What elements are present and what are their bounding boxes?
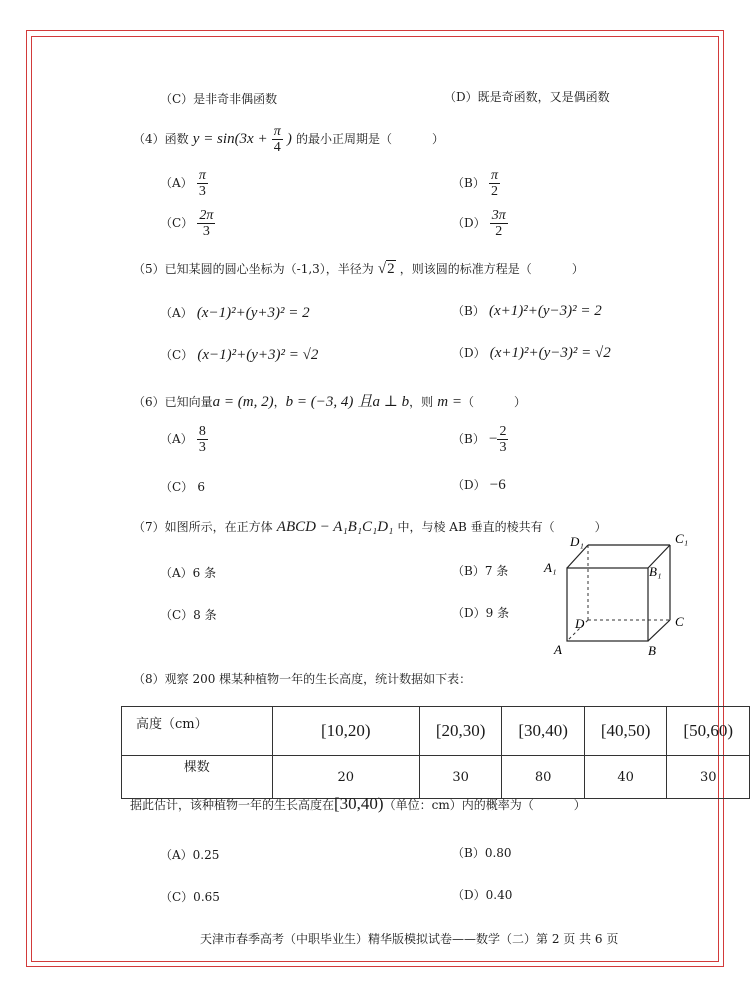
cube-figure xyxy=(540,528,700,660)
table-interval: [50,60) xyxy=(667,707,750,756)
q6-vec-b: b = (−3, 4) xyxy=(285,394,354,410)
q4-func-fraction xyxy=(272,124,283,155)
q7-option-c: （C）8 条 xyxy=(160,608,217,622)
label-a: A xyxy=(554,642,562,657)
table-interval: [30,40) xyxy=(502,707,585,756)
q4-option-c-den: 3 xyxy=(202,224,210,239)
q7-question xyxy=(133,518,607,536)
q7-prefix: （7）如图所示，在正方体 xyxy=(133,520,273,534)
table-cell: 30 xyxy=(419,756,502,799)
q7-option-d: （D）9 条 xyxy=(452,606,510,620)
q6-option-a-num: 8 xyxy=(198,424,206,439)
table-cell: 30 xyxy=(667,756,750,799)
q4-option-b-den: 2 xyxy=(490,184,498,199)
q7-close: ） xyxy=(594,520,607,534)
q6-question xyxy=(133,390,526,411)
q8-question xyxy=(130,794,586,814)
q4-option-d-num: 3π xyxy=(491,208,506,223)
q5-option-a xyxy=(160,304,310,322)
table-interval: [20,30) xyxy=(419,707,502,756)
q5-suffix: ，则该圆的标准方程是（ xyxy=(399,262,532,276)
q6-open: （ xyxy=(461,395,474,409)
q6-option-a xyxy=(160,424,208,455)
q8-option-b: （B）0.80 xyxy=(452,846,512,860)
q5-question xyxy=(133,260,584,278)
table-cell: 80 xyxy=(502,756,585,799)
q6-option-a-label: （A） xyxy=(160,432,193,446)
q6-option-c-value: 6 xyxy=(197,480,205,494)
q4-option-a xyxy=(160,168,208,199)
q4-option-a-den: 3 xyxy=(198,184,206,199)
q6-option-b-num: 2 xyxy=(499,424,507,439)
q8-question-suffix: （单位：cm）内的概率为（ xyxy=(383,798,534,812)
table-cell: 20 xyxy=(272,756,419,799)
q5-option-b-label: （B） xyxy=(452,304,485,318)
q3-option-c: （C）是非奇非偶函数 xyxy=(160,92,278,106)
table-row xyxy=(122,756,750,799)
q4-option-c-label: （C） xyxy=(160,216,194,230)
q6-option-d-value: −6 xyxy=(489,477,506,493)
table-cell: 40 xyxy=(584,756,667,799)
q3-option-d: （D）既是奇函数，又是偶函数 xyxy=(444,90,610,104)
q7-cube-name: ABCD − A₁B₁C₁D₁ xyxy=(276,519,394,535)
page-border-inner xyxy=(31,36,719,962)
q4-func-right: ) xyxy=(286,131,292,147)
q4-option-c-num: 2π xyxy=(199,208,214,223)
q8-question-interval: [30,40) xyxy=(334,794,384,813)
q6-option-b xyxy=(452,424,508,455)
q8-close: ） xyxy=(573,798,586,812)
page-footer: 天津市春季高考（中职毕业生）精华版模拟试卷——数学（二）第 2 页 共 6 页 xyxy=(200,932,619,946)
label-d: D xyxy=(575,616,585,631)
q4-option-d xyxy=(452,208,508,239)
q6-m-eq: m = xyxy=(437,394,462,410)
q4-option-c xyxy=(160,208,215,239)
q5-option-b-expr: (x+1)²+(y−3)² = 2 xyxy=(488,303,602,319)
label-c1: C₁ xyxy=(675,531,689,546)
label-c: C xyxy=(675,614,684,629)
q4-prefix: （4）函数 xyxy=(133,132,189,146)
q4-frac-den: 4 xyxy=(273,140,281,155)
table-interval: [10,20) xyxy=(272,707,419,756)
q6-option-b-label: （B） xyxy=(452,432,485,446)
q5-option-a-expr: (x−1)²+(y+3)² = 2 xyxy=(196,305,310,321)
q5-option-c xyxy=(160,346,318,364)
q5-option-b xyxy=(452,302,602,320)
q5-radius-sqrt: √2 xyxy=(377,261,395,277)
label-a1: A₁ xyxy=(544,560,557,575)
q5-option-d-expr: (x+1)²+(y−3)² = √2 xyxy=(489,345,611,361)
q4-func-left: y = sin(3x + xyxy=(192,131,268,147)
q7-option-b: （B）7 条 xyxy=(452,564,509,578)
q6-prefix: （6）已知向量 xyxy=(133,395,213,409)
q4-close: ） xyxy=(432,132,445,146)
table-header-label: 高度（cm） xyxy=(122,707,273,756)
q8-option-d: （D）0.40 xyxy=(452,888,513,902)
q4-option-b-num: π xyxy=(490,168,498,183)
q5-close: ） xyxy=(571,262,584,276)
label-b1: B₁ xyxy=(649,564,662,579)
q8-option-c: （C）0.65 xyxy=(160,890,220,904)
q8-intro: （8）观察 200 棵某种植物一年的生长高度，统计数据如下表： xyxy=(133,672,472,686)
q4-option-a-label: （A） xyxy=(160,176,193,190)
q6-vec-a: a = (m, 2) xyxy=(212,394,274,410)
q8-question-prefix: 据此估计，该种植物一年的生长高度在 xyxy=(130,798,335,812)
q7-option-a: （A）6 条 xyxy=(160,566,217,580)
q5-prefix: （5）已知某圆的圆心坐标为（-1,3），半径为 xyxy=(133,262,374,276)
q6-option-c-label: （C） xyxy=(160,480,194,494)
q4-option-b xyxy=(452,168,500,199)
q6-option-c xyxy=(160,478,205,495)
q4-question xyxy=(133,124,444,155)
q4-frac-num: π xyxy=(273,124,281,139)
q6-option-d xyxy=(452,476,506,494)
height-table xyxy=(121,706,750,799)
q5-radical: 2 xyxy=(387,261,395,277)
q6-option-d-label: （D） xyxy=(452,478,486,492)
q5-option-a-label: （A） xyxy=(160,306,193,320)
q6-option-a-den: 3 xyxy=(198,440,206,455)
q8-option-a: （A）0.25 xyxy=(160,848,220,862)
q4-suffix: 的最小正周期是（ xyxy=(296,132,393,146)
q6-option-b-den: 3 xyxy=(499,440,507,455)
q4-option-d-label: （D） xyxy=(452,216,486,230)
q5-option-d xyxy=(452,344,611,362)
q5-option-c-expr: (x−1)²+(y+3)² = √2 xyxy=(197,347,319,363)
q5-option-c-label: （C） xyxy=(160,348,194,362)
label-b: B xyxy=(648,643,656,658)
q4-option-b-label: （B） xyxy=(452,176,485,190)
q6-option-b-sign: − xyxy=(488,431,498,447)
q7-suffix: 中，与棱 AB 垂直的棱共有（ xyxy=(397,520,555,534)
label-d1: D₁ xyxy=(570,534,584,549)
q5-option-d-label: （D） xyxy=(452,346,486,360)
q6-condition: 且a ⊥ b xyxy=(357,394,410,410)
q4-option-a-num: π xyxy=(198,168,206,183)
q4-option-d-den: 2 xyxy=(495,224,503,239)
table-row-label: 棵数 xyxy=(122,756,273,799)
table-interval: [40,50) xyxy=(584,707,667,756)
table-row xyxy=(122,707,750,756)
q6-then: ，则 xyxy=(409,395,434,409)
q6-close: ） xyxy=(513,395,526,409)
q6-comma: ， xyxy=(273,395,286,409)
edge-cb xyxy=(648,620,670,641)
